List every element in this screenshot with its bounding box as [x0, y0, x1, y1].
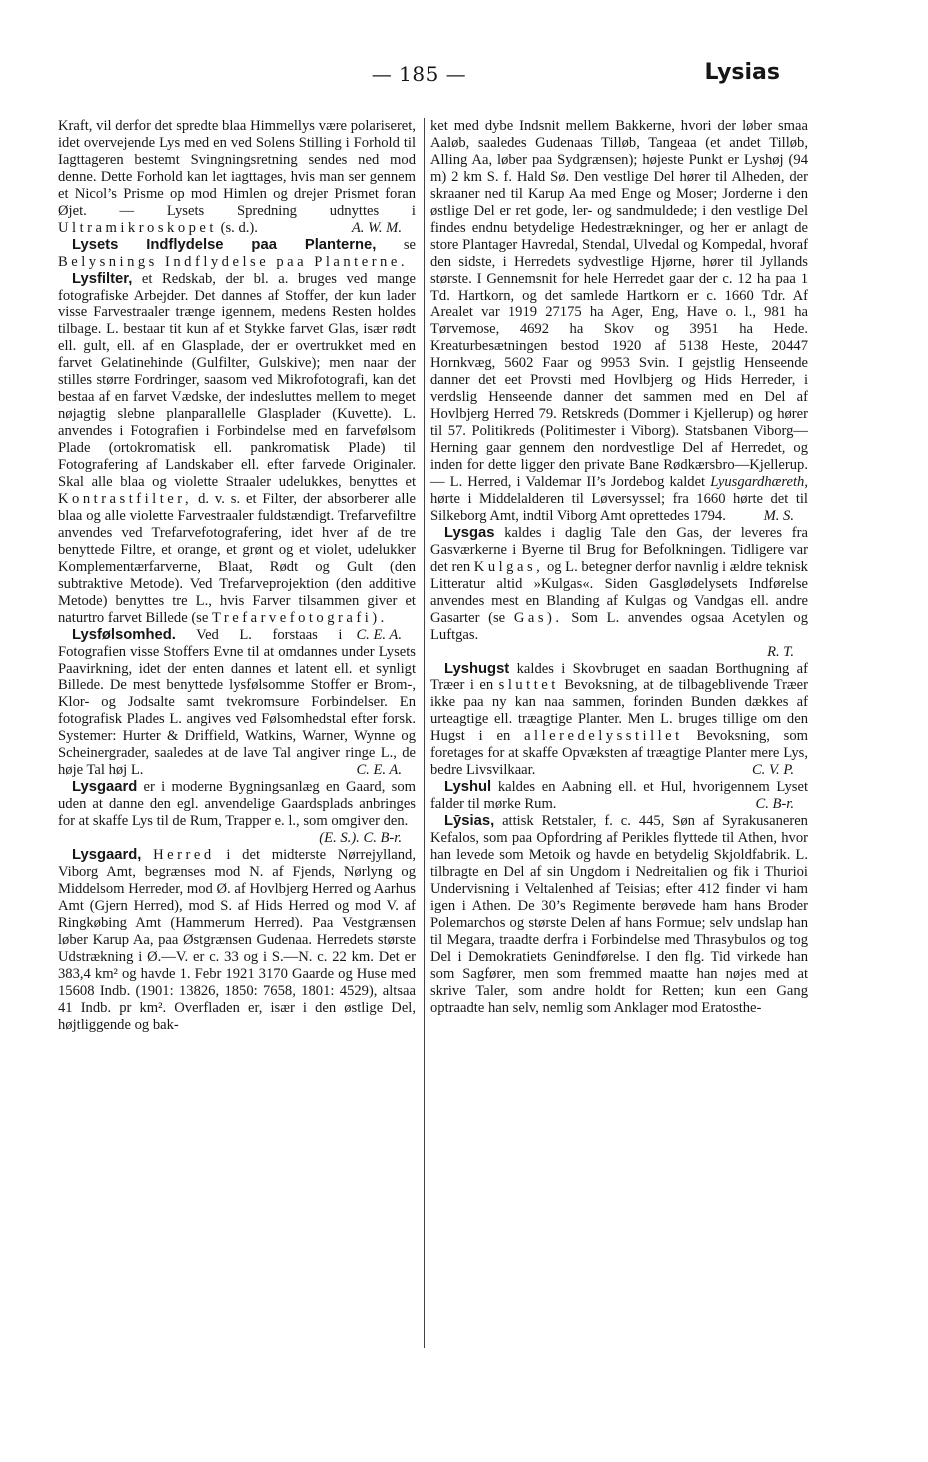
author-signature: M. S.: [763, 507, 794, 524]
page-number: — 185 —: [371, 62, 467, 86]
page-header: [58, 62, 780, 94]
entry-lysgaard-continued: ket med dybe Indsnit mellem Bakkerne, hvori der løber smaa Aaløb, saaledes Gudenaas Tilløb, Tangeaa (et andet Tilløb, Alling Aa, løber paa Sydgrænsen); højeste Punkt er Lyshøj (94 m) 2 km S. f. Hald Sø. Den vestlige Del hører til Alheden, der skraaner ned til Karup Aa med Enge og Moser; Jorderne i den østlige Del er ret gode, ler- og sandmuldede; i den vestlige Del findes endnu betydelige Hedestrækninger, og her er anlagt de store Plantager Havredal, Stendal, Ulvedal og Kompedal, hvoraf den sidste, i Herredets sydvestlige Hjørne, hører til Jyllands største. I Gennemsnit for hele Herredet gaar der c. 12 ha paa 1 Td. Hartkorn, og det samlede Hartkorn er c. 1660 Tdr. Af Arealet var 1919 27175 ha Ager, Eng, Have o. l., 981 ha Tørvemose, 4692 ha Skov og 3951 ha Hede. Kreaturbesætningen bestod 1920 af 5138 Heste, 20447 Hornkvæg, 5602 Faar og 9953 Svin. I gejstlig Henseende danner det eet Provsti med Hovlbjerg og Hids Herreder, i verdslig Henseende danner det sammen med en Del af Hovlbjerg Herred 79. Retskreds (Dommer i Kjellerup) og hører til 57. Politikreds (Politimester i Viborg). Statsbanen Viborg—Herning gaar gennem den nordvestlige Del af Herredet, og inden for dette ligger den private Bane Rødkærsbro—Kjellerup. — L. Herred, i Valdemar II’s Jordebog kaldet Lyusgardhæreth, hørte i Middelalderen til Løversyssel; fra 1660 hørte det til Silkeborg Amt, indtil Viborg Amt oprettedes 1794. M. S.: [430, 118, 808, 524]
author-signature: C. B-r.: [755, 796, 794, 813]
entry-lysgas: Lysgas kaldes i daglig Tale den Gas, der leveres fra Gasværkerne i Byerne til Brug for Befolkningen. Tidligere var det ren Kulgas, og L. betegner derfor navnlig i ældre teknisk Litteratur altid »Kulgas«. Siden Gasglødelysets Indførelse anvendes mest en Blanding af Kulgas og Vandgas ell. andre Gasarter (se Gas). Som L. anvendes ogsaa Acetylen og Luftgas. R. T.: [430, 524, 808, 660]
entry-lys-continued: Kraft, vil derfor det spredte blaa Himmellys være polariseret, idet overvejende Lys med en ved Solens Stilling i Forhold til Iagttageren bestemt Svingningsretning sendes ned mod denne. Dette Forhold kan let iagttages, hvis man ser gennem et Nicol’s Prisme op mod Himlen og drejer Prismet foran Øjet. — Lysets Spredning udnyttes i Ultramikroskopet (s. d.). A. W. M.: [58, 118, 416, 236]
right-column: [430, 118, 808, 1017]
author-signature: A. W. M.: [351, 219, 402, 236]
entry-lysias: Lȳsias, attisk Retstaler, f. c. 445, Søn af Syrakusaneren Kefalos, som paa Opfordring af Perikles flyttede til Athen, hvor han levede som Metoik og havde en betydelig Skjoldfabrik. L. tilbragte en Del af sin Ungdom i Nedreitalien og fik i Thurioi Undervisning i Veltalenhed af Teisias; efter 412 finder vi ham igen i Athen. De 30’s Regimente berøvede ham hans Broder Polemarchos og største Delen af hans Formue; selv undslap han til Megara, traadte derfra i Forbindelse med Thrasybulos og tog Del i Demokratiets Genindførelse. I den flg. Tid virkede han som Sagfører, men som fremmed maatte han nøjes med at skrive Taler, som andre holdt for Retten; kun een Gang optraadte han selv, nemlig som Anklager mod Eratosthe-: [430, 813, 808, 1016]
cross-reference: Kulgas,: [473, 558, 544, 575]
cross-reference: Gas).: [513, 609, 563, 626]
entry-headword: Lysgaard: [72, 779, 138, 796]
entry-lysgaard-herred: Lysgaard, Herred i det midterste Nørrejylland, Viborg Amt, begrænses mod N. af Fjends, Nørlyng og Middelsom Herreder, mod Ø. af Hovlbjerg Herred og Aarhus Amt (Gjern Herred), mod S. af Hids Herred og mod V. af Ringkøbing Amt (Hammerum Herred). Paa Vestgrænsen løber Karup Aa, paa Østgrænsen Gudenaa. Herredets største Udstrækning i Ø.—V. er c. 33 og i S.—N. c. 22 km. Det er 383,4 km² og havde 1. Febr 1921 3170 Gaarde og Huse med 15608 Indb. (1901: 13826, 1850: 7658, 1801: 4529), altsaa 41 Indb. pr km². Overfladen er, især i den østlige Del, højtliggende og bak-: [58, 846, 416, 1033]
entry-lysfolsomhed: Lysfølsomhed. Ved L. forstaas i Fotografien visse Stoffers Evne til at omdannes under Lysets Paavirkning, idet der enten dannes et latent ell. et synligt Billede. De mest benyttede lysfølsomme Stoffer er Brom-, Klor- og Jodsalte samt tvekromsure Forbindelser. En fotografisk Plades L. angives ved Følsomhedstal efter forsk. Systemer: Hurter & Driffield, Watkins, Warner, Wynne og Scheinergrader, saaledes at de lave Tal angiver ringe L., de høje Tal høj L. C. E. A.: [58, 626, 416, 779]
entry-headword: Lysets Indflydelse paa Planterne,: [72, 236, 377, 253]
cross-reference: Kontrastfilter,: [58, 490, 193, 507]
cross-reference: Herred: [153, 846, 215, 863]
cross-reference: Trefarvefotografi).: [212, 609, 388, 626]
emphasis-spaced: sluttet: [498, 677, 559, 694]
entry-headword: Lyshugst: [444, 660, 510, 677]
entry-lysets-indflydelse: Lysets Indflydelse paa Planterne, se Belysnings Indflydelse paa Planterne.: [58, 236, 416, 270]
emphasis-spaced: alleredelysstillet: [524, 728, 683, 745]
author-signature: C. E. A.: [356, 626, 402, 643]
cross-reference: Belysnings Indflydelse paa Planterne.: [58, 253, 408, 270]
author-signature: R. T.: [767, 643, 794, 660]
entry-headword: Lysfølsomhed.: [72, 626, 176, 643]
author-signature: (E. S.). C. B-r.: [319, 830, 402, 847]
entry-lysfilter: Lysfilter, et Redskab, der bl. a. bruges ved mange fotografiske Arbejder. Det dannes af Stoffer, der kun lader visse Farvestraaler trænge igennem, medens Resten holdes tilbage. L. bestaar tit kun af et Stykke farvet Glas, især rødt ell. gult, ell. af en Glasplade, der er overtrukket med en farvet Gelatinehinde (Gulfilter, Gulskive); men naar der stilles større Fordringer, saasom ved Mikrofotografi, kan det bestaa af en farvet Vædske, der indesluttes mellem to meget nøjagtig slebne planparallelle Glasplader (Kuvette). L. anvendes i Fotografien i Forbindelse med en farvefølsom Plade (ortokromatisk ell. pankromatisk Plade) til Fotografering af Landskaber ell. efter farvede Originaler. Skal alle blaa og violette Straaler udelukkes, benyttes et Kontrastfilter, d. v. s. et Filter, der absorberer alle blaa og alle violette Farvestraaler fuldstændigt. Trefarvefiltre anvendes ved Trefarvefotografering, idet hver af de tre benyttede Filtre, et orange, et grønt og et violet, udelukker Komplementærfarverne, Blaat, Rødt og Gult (den subtraktive Metode). Ved Trefarveprojektion (den additive Metode) benyttes tre L., hvis Farver tilsammen giver et naturtro farvet Billede (se Trefarvefotografi). C. E. A.: [58, 270, 416, 643]
entry-headword: Lyshul: [444, 779, 492, 796]
entry-headword: Lysgas: [444, 524, 495, 541]
author-signature: C. V. P.: [751, 762, 794, 779]
column-divider: [424, 118, 425, 1348]
author-signature: C. E. A.: [356, 762, 402, 779]
entry-headword: Lysgaard,: [72, 846, 142, 863]
cross-reference: Ultramikroskopet: [58, 219, 217, 236]
running-head: Lysias: [704, 60, 780, 85]
entry-headword: Lȳsias,: [444, 813, 495, 830]
historic-name: Lyusgardhæreth,: [710, 474, 808, 491]
entry-lyshugst: Lyshugst kaldes i Skovbruget en saadan Borthugning af Træer i en sluttet Bevoksning, at de tilbageblivende Træer ikke paa ny kan naa sammen, forinden Bunden dækkes af urteagtige ell. træagtige Planter. Men L. bruges tillige om den Hugst i en alleredelysstillet Bevoksning, som foretages for at skaffe Opvæksten af træagtige Planter mere Lys, bedre Livsvilkaar. C. V. P.: [430, 660, 809, 779]
entry-headword: Lysfilter,: [72, 270, 133, 287]
left-column: [58, 118, 416, 1033]
entry-lyshul: Lyshul kaldes en Aabning ell. et Hul, hvorigennem Lyset falder til mørke Rum. C. B-r.: [430, 779, 808, 813]
entry-lysgaard-building: Lysgaard er i moderne Bygningsanlæg en Gaard, som uden at danne den egl. anvendelige Gaardsplads anbringes for at skaffe Lys til de Rum, Trapper e. l., som omgiver den. (E. S.). C. B-r.: [58, 779, 416, 847]
